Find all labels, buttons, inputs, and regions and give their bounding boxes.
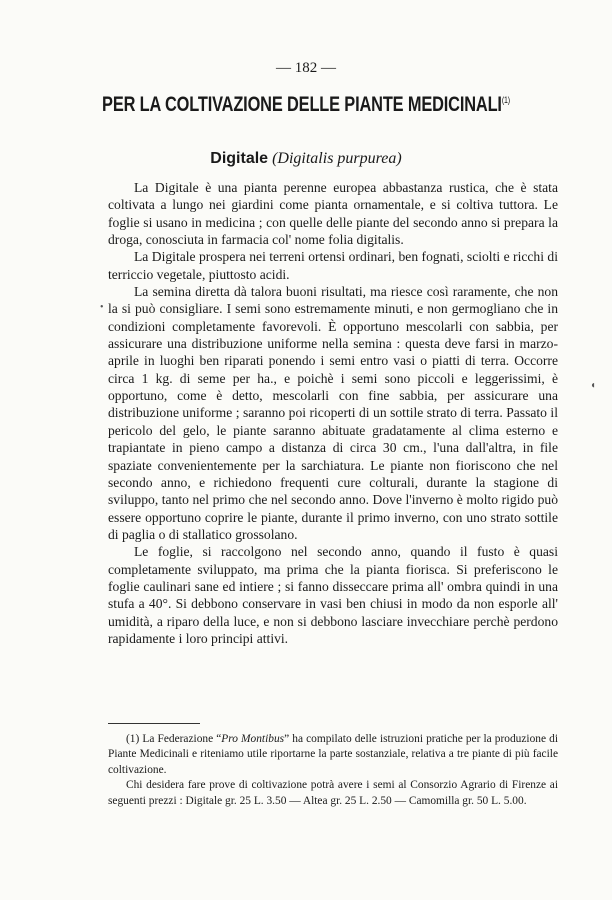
footnote-2: Chi desidera fare prove di coltivazione potrà avere i semi al Consorzio Agrario di Firenze ai seguenti prezzi : Digitale gr. 25 L. 3.50 — Altea gr. 25 L. 2.50 — Camomilla gr. 50 L. 5.00.	[108, 779, 558, 807]
paragraph: Le foglie, si raccolgono nel secondo anno, quando il fusto è quasi completamente sviluppato, ma prima che la pianta fiorisca. Si preferiscono le foglie caulinari sane ed intiere ; si fanno disseccare prima all' ombra quindi in una stufa a 40°. Si debbono conservare in vasi ben chiusi in modo da non esporle all' umidità, a riparo della luce, e non si debbono lasciare invecchiare perchè perdono rapidamente i loro principi attivi.	[108, 544, 558, 646]
margin-mark: ◖	[590, 380, 597, 391]
paragraph: La semina diretta dà talora buoni risultati, ma riesce così raramente, che non la si può consigliare. I semi sono estremamente minuti, e non germogliano che in condizioni completamente favorevoli. È opportuno mescolarli con sabbia, per assicurare una distribuzione uniforme nella semina : questa deve farsi in marzo-aprile in luoghi ben riparati ponendo i semi entro vasi o piatti di terra. Occorre circa 1 kg. di seme per ha., e poichè i semi sono piccoli e leggerissimi, è opportuno, come è detto, mescolarli con fine sabbia, per assicurare una distribuzione uniforme ; saranno poi ricoperti di un sottile strato di terra. Passato il pericolo del gelo, le piante saranno abituate gradatamente al clima esterno e trapiantate in pieno campo a distanza di circa 30 cm., l'una dall'altra, in file spaziate convenientemente per la sarchiatura. Le piante non fioriscono che nel secondo anno, e richiedono frequenti cure colturali, durante la stagione di sviluppo, tanto nel primo che nel secondo anno. Dove l'inverno è molto rigido può essere opportuno coprire le piante, durante il primo inverno, con uno strato sottile di paglia o di stallatico grossolano.	[108, 284, 558, 542]
page-title	[67, 93, 544, 117]
paragraph: La Digitale prospera nei terreni ortensi ordinari, ben fognati, sciolti e ricchi di terriccio vegetale, piuttosto acidi.	[108, 249, 558, 282]
footnote-ref[interactable]: (1)	[501, 95, 510, 105]
title-text: PER LA COLTIVAZIONE DELLE PIANTE MEDICINALI	[102, 93, 502, 116]
footnote-1-italic: Pro Montibus	[221, 733, 285, 745]
footnote-divider	[108, 723, 200, 724]
section-heading-latin: (Digitalis purpurea)	[272, 150, 402, 167]
footnote-1	[108, 732, 558, 778]
page-number: — 182 —	[276, 60, 336, 76]
article-body	[108, 179, 558, 647]
section-heading-main: Digitale	[210, 150, 269, 167]
section-heading	[0, 150, 612, 168]
margin-mark: •	[100, 302, 104, 313]
paragraph: La Digitale è una pianta perenne europea abbastanza rustica, che è stata coltivata a lungo nei giardini come pianta ornamentale, e si coltiva tuttora. Le foglie si usano in medicina ; con quelle delle piante del secondo anno si prepara la droga, conosciuta in farmacia col' nome folia digitalis.	[108, 180, 558, 248]
footnote-1-end: ” ha compilato delle istruzioni pratiche per la produzione di Piante Medicinali e riteniamo utile riportarne la parte sostanziale, relativa a tre piante di più facile coltivazione.	[108, 733, 558, 776]
footnotes	[108, 732, 558, 809]
footnote-1-start: (1) La Federazione “	[126, 733, 222, 745]
